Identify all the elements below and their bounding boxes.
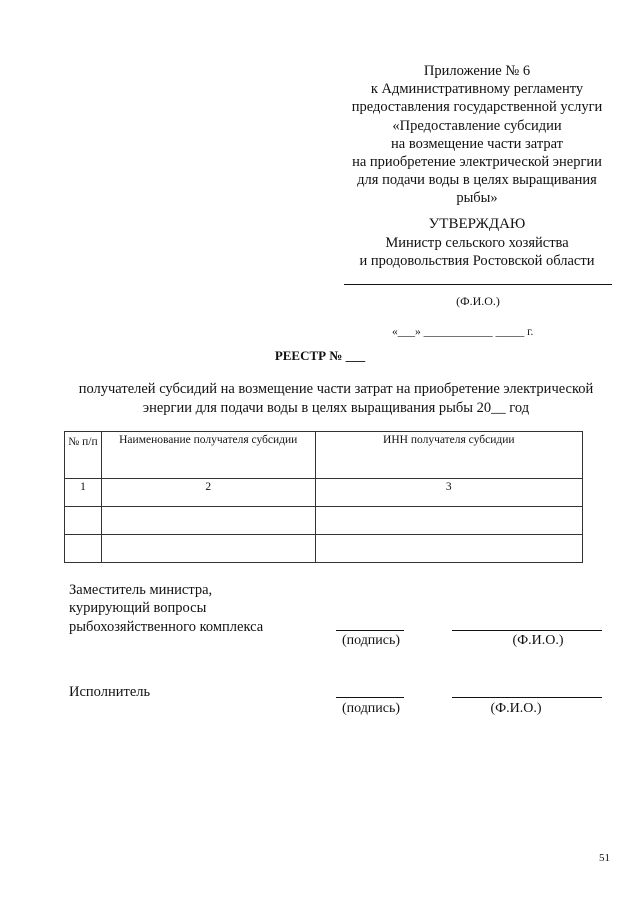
header-cell-inn: ИНН получателя субсидии [315, 432, 582, 479]
table-numbering-row [65, 479, 583, 507]
approval-block [322, 215, 632, 271]
page-number: 51 [599, 852, 610, 864]
appendix-line: на возмещение части затрат [391, 135, 563, 152]
table-cell [65, 535, 102, 563]
appendix-line: предоставления государственной услуги [351, 99, 603, 116]
appendix-line: к Административному регламенту [370, 81, 584, 98]
appendix-header [322, 62, 632, 208]
table-cell [315, 535, 582, 563]
appendix-line: на приобретение электрической энергии [352, 154, 602, 171]
appendix-line: для подачи воды в целях выращивания [357, 172, 597, 189]
approval-position-line: Министр сельского хозяйства [385, 234, 569, 251]
deputy-signature-caption: (подпись) [341, 633, 401, 648]
table-header-row [65, 432, 583, 479]
executor-fio-caption: (Ф.И.О.) [490, 701, 542, 716]
deputy-minister-block [69, 581, 263, 636]
executor-signature-line [336, 697, 404, 698]
header-cell-name: Наименование получателя субсидии [101, 432, 315, 479]
numbering-cell: 2 [101, 479, 315, 507]
table-cell [65, 507, 102, 535]
executor-fio-line [452, 697, 602, 698]
registry-subtitle-line: получателей субсидий на возмещение части затрат на приобретение электрической [78, 381, 594, 397]
deputy-line: рыбохозяйственного комплекса [69, 618, 264, 635]
deputy-fio-caption: (Ф.И.О.) [512, 633, 564, 648]
executor-label: Исполнитель [69, 684, 151, 700]
approval-date-line: «___» ____________ _____ г. [392, 326, 534, 338]
deputy-fio-line [452, 630, 602, 631]
deputy-line: Заместитель министра, [69, 582, 213, 598]
header-cell-number: № п/п [65, 432, 102, 479]
registry-subtitle-line: энергии для подачи воды в целях выращивания рыбы 20__ год [142, 399, 530, 416]
numbering-cell: 3 [315, 479, 582, 507]
table-cell [101, 535, 315, 563]
deputy-signature-line [336, 630, 404, 631]
appendix-line: Приложение № 6 [423, 63, 531, 79]
executor-signature-caption: (подпись) [341, 701, 401, 716]
numbering-cell: 1 [65, 479, 102, 507]
approval-heading: УТВЕРЖДАЮ [428, 216, 526, 232]
appendix-line: рыбы» [456, 190, 498, 207]
approval-position-line: и продовольствия Ростовской области [359, 253, 595, 269]
table-row [65, 507, 583, 535]
appendix-line: «Предоставление субсидии [392, 117, 562, 134]
table-row [65, 535, 583, 563]
registry-table [64, 431, 583, 563]
registry-title: РЕЕСТР № ___ [274, 348, 366, 363]
approval-fio-label: (Ф.И.О.) [456, 294, 500, 308]
table-cell [315, 507, 582, 535]
registry-subtitle [60, 380, 612, 417]
deputy-line: курирующий вопросы [69, 600, 207, 617]
approval-signature-line [344, 284, 612, 285]
table-cell [101, 507, 315, 535]
